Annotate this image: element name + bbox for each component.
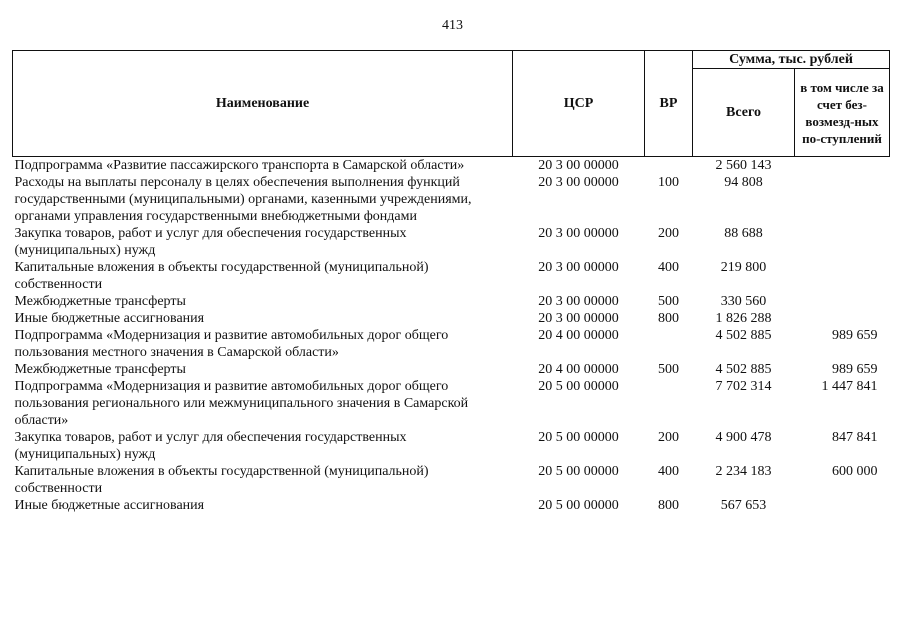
cell-total: 2 234 183	[715, 464, 772, 479]
cell-name: Иные бюджетные ассигнования	[14, 311, 205, 326]
cell-total: 88 688	[724, 226, 763, 241]
table-row	[13, 327, 890, 361]
cell-free	[795, 497, 890, 514]
cell-csr: 20 3 00 00000	[538, 294, 619, 309]
cell-total: 4 900 478	[715, 430, 772, 445]
cell-vr: 400	[658, 464, 679, 479]
cell-total: 7 702 314	[715, 379, 772, 394]
cell-total: 94 808	[724, 175, 763, 190]
cell-csr: 20 5 00 00000	[538, 430, 619, 445]
cell-free	[795, 293, 890, 310]
table-row	[13, 310, 890, 327]
table-row	[13, 174, 890, 225]
header-sum-group: Сумма, тыс. рублей	[693, 51, 890, 69]
cell-total: 1 826 288	[715, 311, 772, 326]
cell-vr	[645, 378, 693, 429]
cell-total: 219 800	[720, 260, 767, 275]
table-row	[13, 378, 890, 429]
cell-free	[795, 225, 890, 259]
cell-name: Межбюджетные трансферты	[14, 362, 186, 377]
cell-free: 847 841	[832, 430, 878, 445]
header-csr: ЦСР	[513, 51, 645, 157]
cell-total: 330 560	[720, 294, 767, 309]
header-total: Всего	[693, 69, 795, 157]
cell-vr: 800	[658, 311, 679, 326]
cell-total: 567 653	[720, 498, 767, 513]
cell-name: Закупка товаров, работ и услуг для обеспечения государственных (муниципальных) нужд	[14, 226, 407, 258]
cell-vr: 500	[658, 362, 679, 377]
page-number: 413	[442, 18, 463, 33]
cell-total: 4 502 885	[715, 328, 772, 343]
cell-free: 989 659	[832, 362, 878, 377]
table-row	[13, 259, 890, 293]
cell-free	[795, 157, 890, 175]
cell-csr: 20 5 00 00000	[538, 498, 619, 513]
cell-vr: 400	[658, 260, 679, 275]
cell-vr: 100	[658, 175, 679, 190]
cell-name: Закупка товаров, работ и услуг для обеспечения государственных (муниципальных) нужд	[14, 430, 407, 462]
cell-name: Подпрограмма «Развитие пассажирского транспорта в Самарской области»	[14, 158, 465, 173]
table-header	[13, 51, 890, 157]
cell-csr: 20 3 00 00000	[538, 175, 619, 190]
cell-vr: 200	[658, 226, 679, 241]
cell-name: Расходы на выплаты персоналу в целях обеспечения выполнения функций государственными (муниципальными) органами, казенными учреждениями, органами управления государственными внебюджетными фондами	[14, 175, 472, 224]
header-vr: ВР	[645, 51, 693, 157]
cell-free	[795, 174, 890, 225]
cell-name: Межбюджетные трансферты	[14, 294, 186, 309]
cell-vr: 200	[658, 430, 679, 445]
cell-free	[795, 259, 890, 293]
budget-table	[12, 50, 890, 514]
cell-csr: 20 5 00 00000	[538, 379, 619, 394]
cell-vr	[645, 157, 693, 175]
table-row	[13, 463, 890, 497]
cell-csr: 20 3 00 00000	[538, 226, 619, 241]
cell-vr: 800	[658, 498, 679, 513]
cell-name: Иные бюджетные ассигнования	[14, 498, 205, 513]
table-row	[13, 157, 890, 175]
cell-total: 2 560 143	[715, 158, 772, 173]
cell-vr	[645, 327, 693, 361]
cell-free: 989 659	[832, 328, 878, 343]
cell-total: 4 502 885	[715, 362, 772, 377]
cell-name: Капитальные вложения в объекты государственной (муниципальной) собственности	[14, 464, 429, 496]
table-body	[13, 157, 890, 515]
cell-name: Капитальные вложения в объекты государственной (муниципальной) собственности	[14, 260, 429, 292]
header-free-receipts: в том числе за счет без-возмезд-ных по-ступлений	[795, 69, 890, 157]
table-row	[13, 497, 890, 514]
cell-csr: 20 5 00 00000	[538, 464, 619, 479]
table-row	[13, 429, 890, 463]
cell-vr: 500	[658, 294, 679, 309]
cell-csr: 20 3 00 00000	[538, 311, 619, 326]
cell-csr: 20 3 00 00000	[538, 158, 619, 173]
table-row	[13, 293, 890, 310]
table-row	[13, 361, 890, 378]
table-row	[13, 225, 890, 259]
cell-csr: 20 3 00 00000	[538, 260, 619, 275]
cell-free: 600 000	[832, 464, 878, 479]
cell-csr: 20 4 00 00000	[538, 362, 619, 377]
cell-csr: 20 4 00 00000	[538, 328, 619, 343]
cell-free	[795, 310, 890, 327]
cell-name: Подпрограмма «Модернизация и развитие автомобильных дорог общего пользования местного значения в Самарской области»	[14, 328, 449, 360]
header-name: Наименование	[13, 51, 513, 157]
cell-free: 1 447 841	[821, 379, 878, 394]
cell-name: Подпрограмма «Модернизация и развитие автомобильных дорог общего пользования регионального или межмуниципального значения в Самарской области»	[14, 379, 469, 428]
